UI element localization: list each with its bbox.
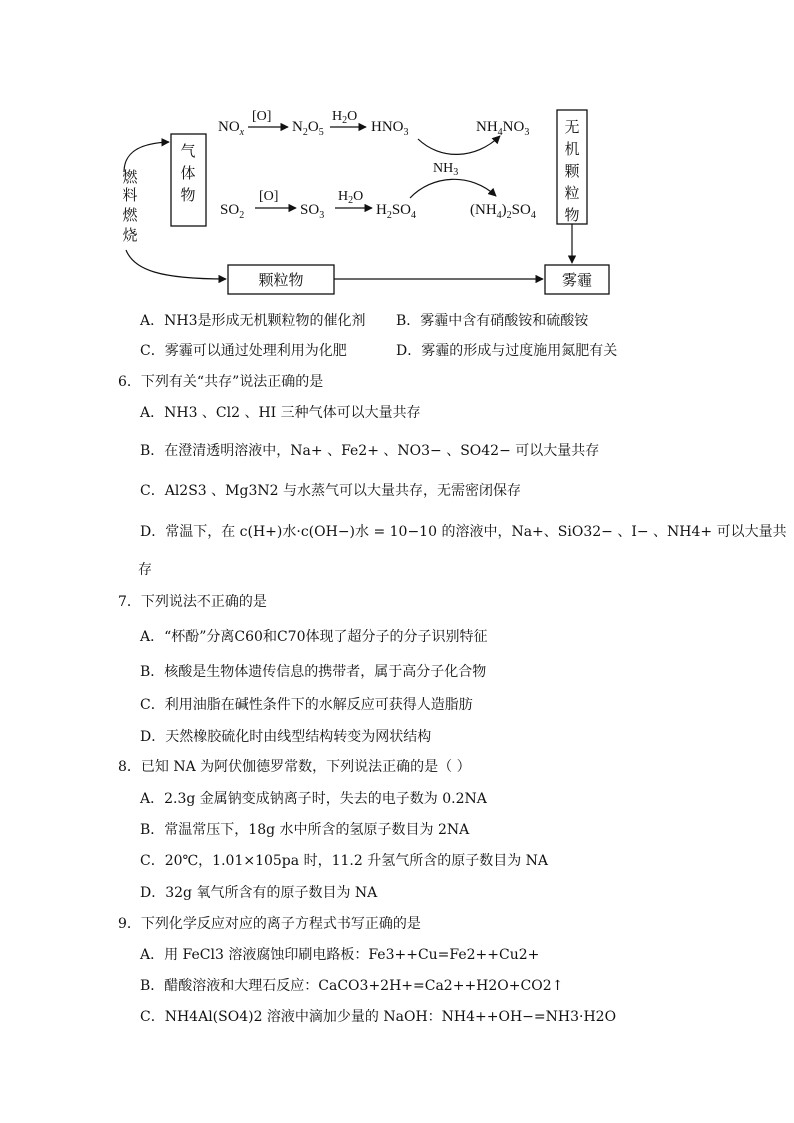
gas-box-label: 气体物 [180,144,196,204]
q7-option-b: B．核酸是生物体遗传信息的携带者，属于高分子化合物 [140,664,487,680]
q5-option-c: C．雾霾可以通过处理利用为化肥 [140,343,347,359]
particles-box-label: 颗粒物 [258,273,304,289]
q8-option-d: D．32g 氧气所含有的原子数目为 NA [140,885,378,901]
so3-formula: $SO_3$ [300,202,325,221]
q6-stem: 6．下列有关“共存”说法正确的是 [118,374,324,390]
water-label-bottom: $H_2O$ [338,189,364,206]
q5-option-d: D．雾霾的形成与过度施用氮肥有关 [396,343,618,359]
water-label-top: $H_2O$ [332,109,358,126]
q9-option-a: A．用 FeCl3 溶液腐蚀印刷电路板：Fe3++Cu=Fe2++Cu2+ [140,947,540,963]
nh3-label: $NH_3$ [433,161,459,178]
q7-option-c: C．利用油脂在碱性条件下的水解反应可获得人造脂肪 [140,697,473,713]
q7-option-d: D．天然橡胶硫化时由线型结构转变为网状结构 [140,729,432,745]
q7-stem: 7．下列说法不正确的是 [118,594,267,610]
q5-option-a: A．NH3是形成无机颗粒物的催化剂 [140,313,366,329]
oxidation-label-bottom: [O] [259,189,279,204]
hno3-formula: $HNO_3$ [371,119,409,138]
fuel-combustion-label: 燃料燃烧 [122,170,138,244]
inorganic-particles-label: 无机颗粒物 [564,120,580,224]
q6-option-a: A．NH3 、Cl2 、HI 三种气体可以大量共存 [140,405,421,421]
q8-stem: 8．已知 NA 为阿伏伽德罗常数，下列说法正确的是（ ） [118,759,471,775]
q6-option-b: B．在澄清透明溶液中，Na+ 、Fe2+ 、NO3− 、SO42− 可以大量共存 [140,443,600,459]
q5-option-b: B．雾霾中含有硝酸铵和硫酸铵 [396,313,589,329]
q8-option-c: C．20℃，1.01×105pa 时，11.2 升氢气所含的原子数目为 NA [140,853,549,869]
q7-option-a: A．“杯酚”分离C60和C70体现了超分子的分子识别特征 [140,629,488,645]
nox-formula: $NO_x$ [218,119,245,138]
fuel-to-particles-arrow [126,250,226,279]
so2-formula: $SO_2$ [220,202,245,221]
h2so4-formula: $H_2SO_4$ [376,202,417,221]
hno3-to-nh4no3-arrow [418,136,500,154]
oxidation-label-top: [O] [252,109,272,124]
q6-option-d-continued: 存 [138,562,152,578]
q8-option-b: B．常温常压下，18g 水中所含的氢原子数目为 2NA [140,822,470,838]
haze-box-label: 雾霾 [561,273,593,289]
q6-option-c: C．Al2S3 、Mg3N2 与水蒸气可以大量共存，无需密闭保存 [140,483,521,499]
h2so4-to-nh42so4-arrow [410,179,496,198]
nh4no3-formula: $NH_4NO_3$ [476,119,530,138]
n2o5-formula: $N_2O_5$ [292,119,324,138]
q6-option-d: D．常温下，在 c(H+)水·c(OH−)水 = 10−10 的溶液中，Na+、SiO32− 、I− 、NH4+ 可以大量共 [140,524,787,540]
q9-option-c: C．NH4Al(SO4)2 溶液中滴加少量的 NaOH：NH4++OH−=NH3·H2O [140,1009,617,1025]
nh42so4-formula: $(NH_4)_2SO_4$ [470,202,536,221]
q9-stem: 9．下列化学反应对应的离子方程式书写正确的是 [118,916,421,932]
fuel-to-gas-arrow [124,142,169,172]
q8-option-a: A．2.3g 金属钠变成钠离子时，失去的电子数为 0.2NA [140,791,487,807]
haze-formation-diagram [0,0,794,310]
q9-option-b: B．醋酸溶液和大理石反应：CaCO3+2H+=Ca2++H2O+CO2↑ [140,978,564,994]
